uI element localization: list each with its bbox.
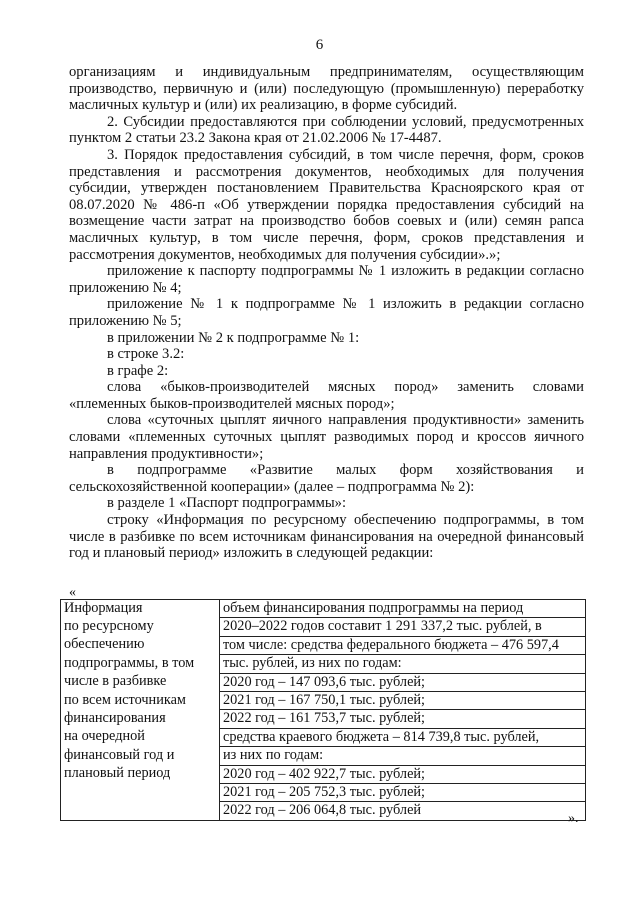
resource-info-table [60, 599, 586, 821]
paragraph-4: приложение к паспорту подпрограммы № 1 изложить в редакции согласно приложению № 4; [69, 263, 584, 296]
paragraph-12: в разделе 1 «Паспорт подпрограммы»: [107, 495, 347, 512]
left-cell: финансовый год и [61, 747, 220, 765]
left-cell: числе в разбивке [61, 673, 220, 691]
right-cell: объем финансирования подпрограммы на период [220, 600, 586, 618]
paragraph-3: 3. Порядок предоставления субсидий, в том числе перечня, форм, сроков представления и рассмотрения документов, необходимых для получения субсидии, утвержден постановлением Правительства Красноярского края от 08.07.2020 № 486-п «Об утверждении порядка предоставления субсидий на возмещение части затрат на производство бобов соевых и (или) семян рапса масличных культур, в том числе перечня, форм, сроков представления и рассмотрения документов, необходимых для получения субсидии».»; [69, 146, 584, 263]
close-quote: ». [568, 811, 579, 826]
left-cell: обеспечению [61, 636, 220, 654]
left-cell: по ресурсному [61, 618, 220, 636]
paragraph-7: в строке 3.2: [107, 346, 185, 363]
right-cell: тыс. рублей, из них по годам: [220, 655, 586, 673]
left-cell: на очередной [61, 728, 220, 746]
table-row [61, 600, 586, 618]
paragraph-8: в графе 2: [107, 362, 169, 379]
table-row [61, 636, 586, 654]
left-cell: по всем источникам [61, 692, 220, 710]
left-cell [61, 784, 220, 802]
page-number: 6 [315, 37, 324, 53]
paragraph-6: в приложении № 2 к подпрограмме № 1: [107, 329, 360, 346]
left-cell [61, 802, 220, 820]
left-cell: Информация [61, 600, 220, 618]
table-row [61, 765, 586, 783]
right-cell: 2021 год – 167 750,1 тыс. рублей; [220, 692, 586, 710]
table-row [61, 728, 586, 746]
table-row [61, 784, 586, 802]
right-cell: 2022 год – 161 753,7 тыс. рублей; [220, 710, 586, 728]
table-row [61, 802, 586, 820]
table-row [61, 655, 586, 673]
right-cell: из них по годам: [220, 747, 586, 765]
table-row [61, 673, 586, 691]
table-row [61, 618, 586, 636]
left-cell: подпрограммы, в том [61, 655, 220, 673]
left-cell: финансирования [61, 710, 220, 728]
table-row [61, 747, 586, 765]
right-cell: средства краевого бюджета – 814 739,8 тыс. рублей, [220, 728, 586, 746]
paragraph-9: слова «быков-производителей мясных пород» заменить словами «племенных быков-производителей мясных пород»; [69, 379, 584, 412]
right-cell: 2020 год – 402 922,7 тыс. рублей; [220, 765, 586, 783]
open-quote: « [69, 585, 76, 600]
right-cell: том числе: средства федерального бюджета – 476 597,4 [220, 636, 586, 654]
right-cell: 2022 год – 206 064,8 тыс. рублей [220, 802, 586, 820]
table-row [61, 692, 586, 710]
right-cell: 2021 год – 205 752,3 тыс. рублей; [220, 784, 586, 802]
right-cell: 2020 год – 147 093,6 тыс. рублей; [220, 673, 586, 691]
right-cell: 2020–2022 годов составит 1 291 337,2 тыс. рублей, в [220, 618, 586, 636]
table-row [61, 710, 586, 728]
paragraph-13: строку «Информация по ресурсному обеспечению подпрограммы, в том числе в разбивке по всем источникам финансирования на очередной финансовый год и плановый период» изложить в следующей редакции: [69, 512, 584, 562]
paragraph-5: приложение № 1 к подпрограмме № 1 изложить в редакции согласно приложению № 5; [69, 296, 584, 329]
left-cell: плановый период [61, 765, 220, 783]
paragraph-2: 2. Субсидии предоставляются при соблюдении условий, предусмотренных пунктом 2 статьи 23.2 Закона края от 21.02.2006 № 17-4487. [69, 113, 584, 147]
document-body [69, 64, 584, 562]
paragraph-1: организациям и индивидуальным предпринимателям, осуществляющим производство, первичную и (или) последующую (промышленную) переработку масличных культур и (или) их реализацию, в форме субсидий. [69, 64, 584, 114]
paragraph-10: слова «суточных цыплят яичного направления продуктивности» заменить словами «племенных суточных цыплят разводимых пород и кроссов яичного направления продуктивности»; [69, 412, 584, 462]
paragraph-11: в подпрограмме «Развитие малых форм хозяйствования и сельскохозяйственной кооперации» (далее – подпрограмма № 2): [69, 462, 584, 495]
